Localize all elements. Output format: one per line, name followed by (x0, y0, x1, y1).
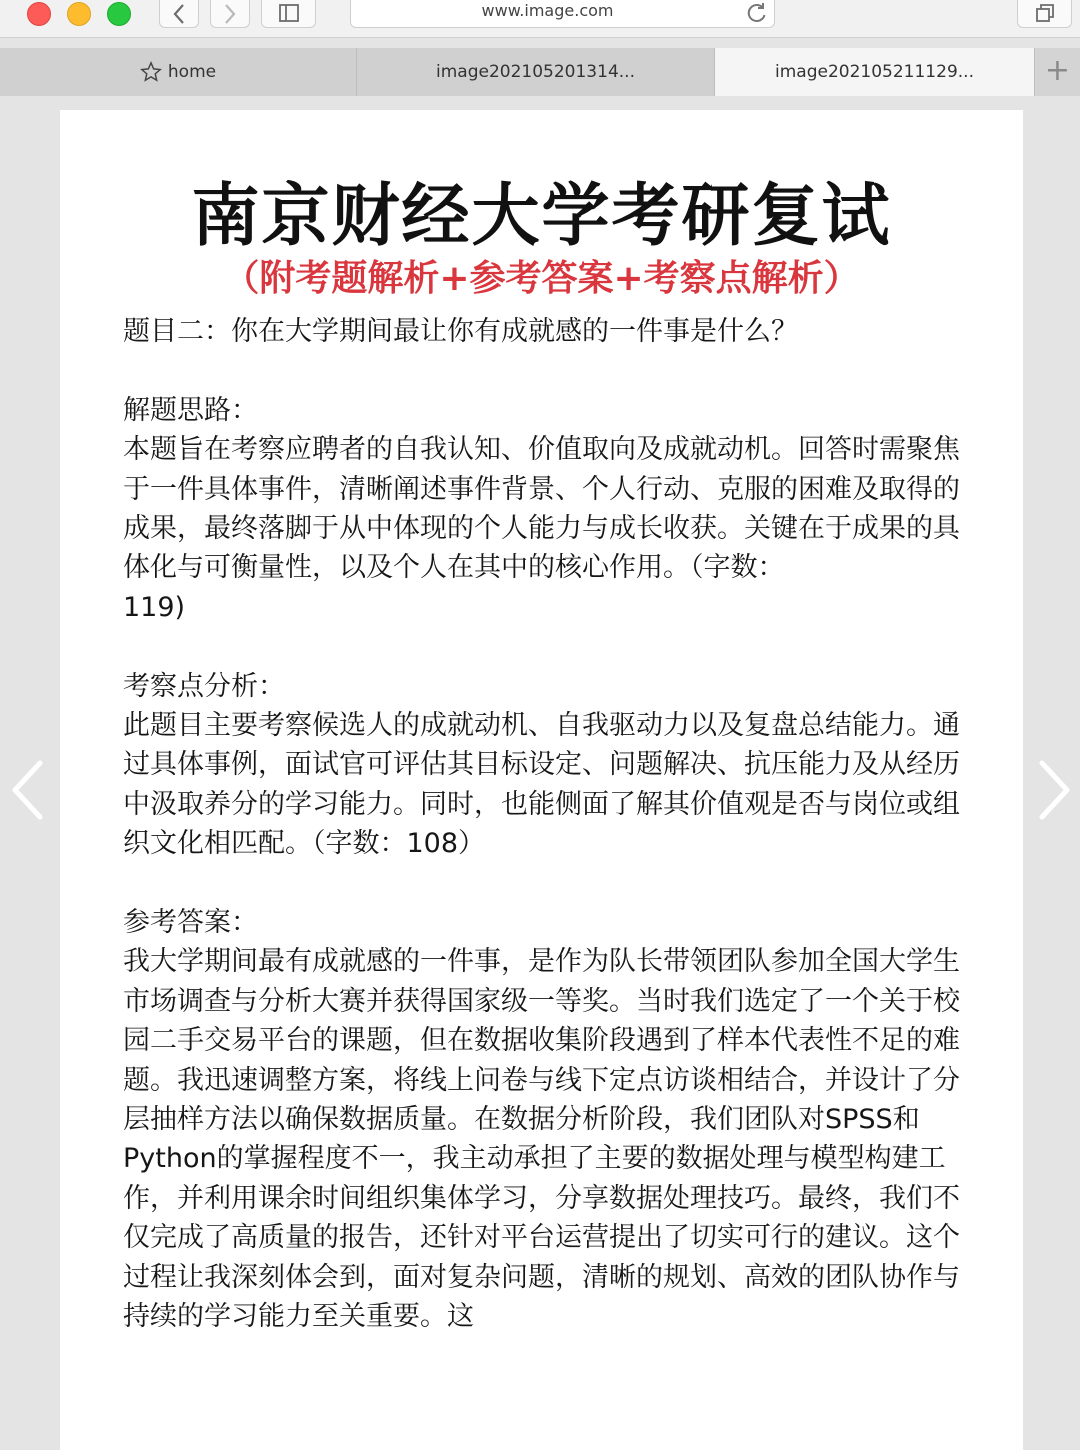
zoom-window-button[interactable] (107, 2, 131, 26)
sidebar-toggle-button[interactable] (261, 0, 316, 28)
tab-strip (0, 48, 1080, 96)
approach-word-count: 119) (123, 591, 186, 623)
sidebar-icon (279, 4, 299, 22)
analysis-body: 此题目主要考察候选人的成就动机、自我驱动力以及复盘总结能力。通过具体事例，面试官可评估其目标设定、问题解决、抗压能力及从经历中汲取养分的学习能力。同时，也能侧面了解其价值观是否与岗位或组织文化相匹配。（字数：108） (123, 710, 960, 860)
approach-heading: 解题思路： (123, 394, 258, 426)
answer-heading: 参考答案： (123, 907, 258, 939)
tab-image-1-label: image202105201314... (436, 62, 635, 82)
analysis-heading: 考察点分析： (123, 670, 285, 702)
tabs-overview-button[interactable] (1017, 0, 1072, 28)
page-title: 南京财经大学考研复试 (191, 177, 892, 256)
new-tab-button[interactable] (1035, 48, 1080, 96)
back-button[interactable] (159, 0, 199, 28)
article-body (123, 312, 968, 1337)
approach-body: 本题旨在考察应聘者的自我认知、价值取向及成就动机。回答时需聚焦于一件具体事件，清晰阐述事件背景、个人行动、克服的困难及取得的成果，最终落脚于从中体现的个人能力与成长收获。关键在于成果的具体化与可衡量性，以及个人在其中的核心作用。（字数： (123, 434, 960, 584)
tabs-overview-icon (1034, 2, 1056, 24)
reload-icon[interactable] (746, 2, 768, 24)
tab-image-2-label: image202105211129... (775, 62, 974, 82)
chevron-right-icon (223, 3, 237, 25)
page-subtitle: （附考题解析+参考答案+考察点解析） (223, 258, 860, 299)
tab-home[interactable] (0, 48, 357, 96)
close-window-button[interactable] (27, 2, 51, 26)
plus-icon: + (1044, 53, 1071, 88)
document-page (60, 110, 1023, 1450)
forward-button[interactable] (210, 0, 250, 28)
question-text: 题目二：你在大学期间最让你有成就感的一件事是什么？ (123, 316, 798, 347)
tab-image-2-active[interactable] (715, 48, 1035, 96)
answer-body: 我大学期间最有成就感的一件事，是作为队长带领团队参加全国大学生市场调查与分析大赛并获得国家级一等奖。当时我们选定了一个关于校园二手交易平台的课题，但在数据收集阶段遇到了样本代表性不足的难题。我迅速调整方案，将线上问卷与线下定点访谈相结合，并设计了分层抽样方法以确保数据质量。在数据分析阶段，我们团队对SPSS和Python的掌握程度不一，我主动承担了主要的数据处理与模型构建工作，并利用课余时间组织集体学习，分享数据处理技巧。最终，我们不仅完成了高质量的报告，还针对平台运营提出了切实可行的建议。这个过程让我深刻体会到，面对复杂问题，清晰的规划、高效的团队协作与持续的学习能力至关重要。这 (123, 946, 960, 1333)
url-text[interactable]: www.image.com (481, 1, 614, 20)
minimize-window-button[interactable] (67, 2, 91, 26)
tab-home-label: home (167, 62, 217, 82)
address-bar[interactable] (350, 0, 775, 28)
tab-image-1[interactable] (357, 48, 715, 96)
chevron-left-icon (172, 3, 186, 25)
browser-toolbar (0, 0, 1080, 38)
next-image-arrow-icon[interactable] (1036, 760, 1072, 820)
star-icon (140, 61, 162, 83)
previous-image-arrow-icon[interactable] (10, 760, 46, 820)
